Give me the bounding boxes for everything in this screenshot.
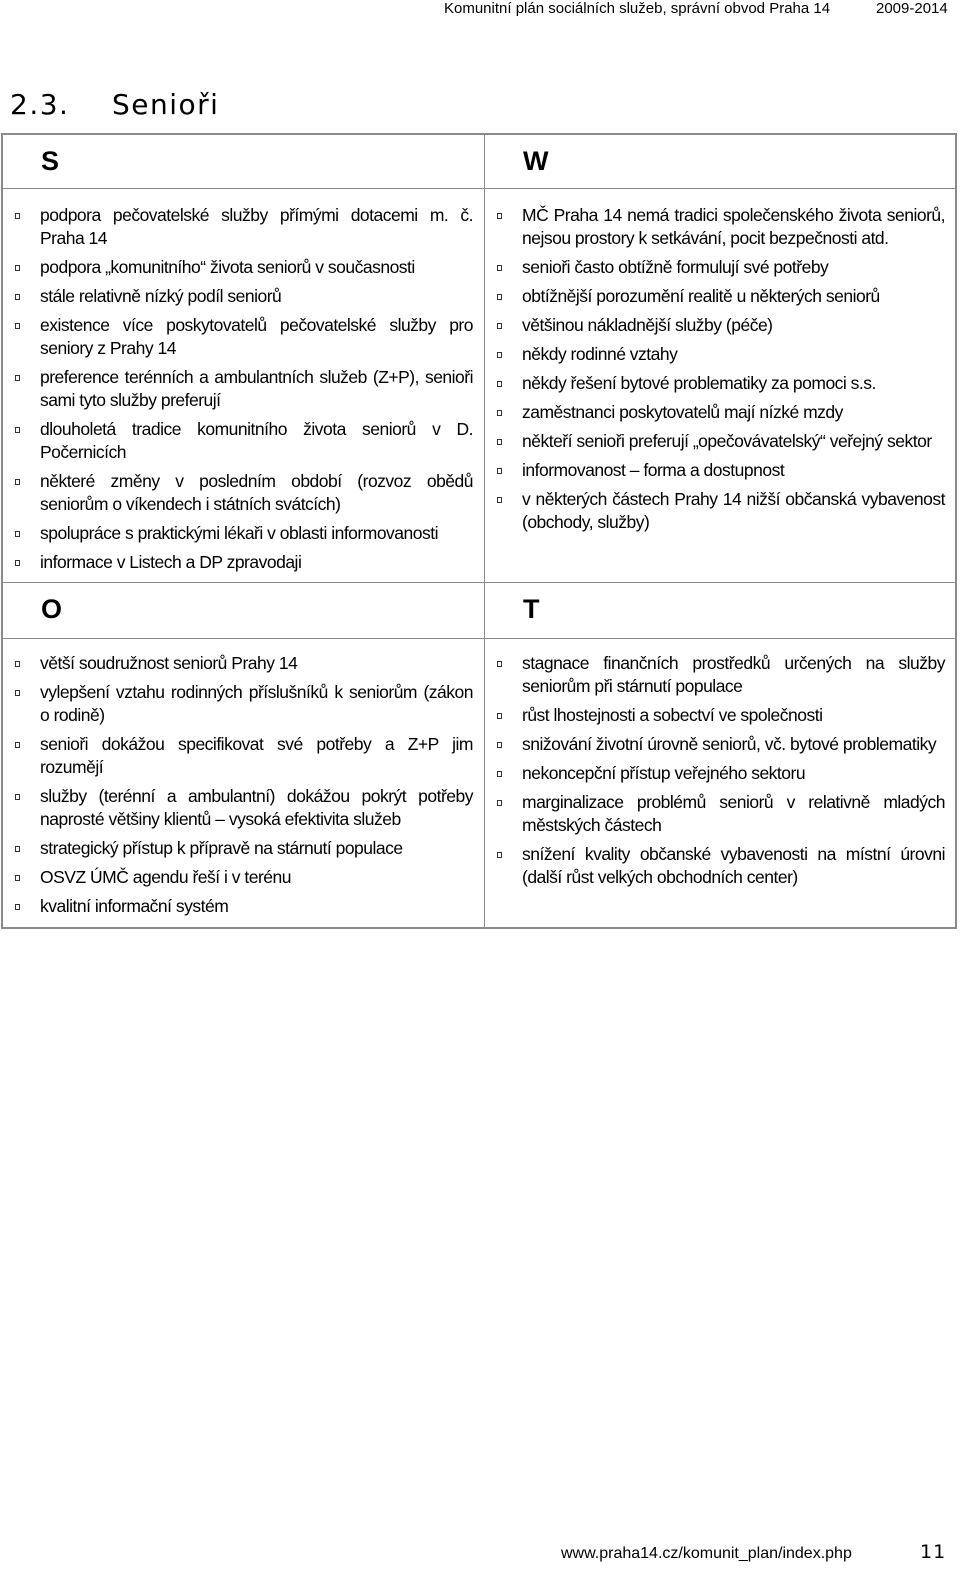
square-bullet-icon — [15, 690, 20, 696]
weakness-item-text: v některých částech Prahy 14 nižší občanská vybavenost (obchody, služby) — [522, 489, 945, 532]
opportunity-item-text: větší soudružnost seniorů Prahy 14 — [40, 653, 298, 673]
square-bullet-icon — [15, 323, 20, 329]
weakness-item-text: informovanost – forma a dostupnost — [522, 460, 785, 480]
threat-item-text: růst lhostejnosti a sobectví ve společnosti — [522, 705, 823, 725]
opportunity-item — [3, 681, 473, 727]
threat-item — [485, 733, 945, 756]
threat-item — [485, 843, 945, 889]
section-title: Senioři — [112, 88, 220, 121]
weakness-item-text: obtížnější porozumění realitě u některých seniorů — [522, 286, 880, 306]
strength-item-text: informace v Listech a DP zpravodaji — [40, 552, 302, 572]
weakness-item — [485, 314, 945, 337]
threat-item-text: nekoncepční přístup veřejného sektoru — [522, 763, 806, 783]
square-bullet-icon — [497, 468, 502, 474]
strengths-list — [3, 189, 484, 574]
strength-item — [3, 366, 473, 412]
opportunity-item-text: vylepšení vztahu rodinných příslušníků k seniorům (zákon o rodině) — [40, 682, 473, 725]
opportunity-item — [3, 733, 473, 779]
opportunity-item — [3, 837, 473, 860]
square-bullet-icon — [497, 352, 502, 358]
threat-item-text: stagnace finančních prostředků určených na služby seniorům při stárnutí populace — [522, 653, 945, 696]
square-bullet-icon — [15, 265, 20, 271]
square-bullet-icon — [497, 771, 502, 777]
square-bullet-icon — [497, 497, 502, 503]
strength-item-text: některé změny v posledním období (rozvoz obědů seniorům o víkendech i státních svátcích) — [40, 471, 473, 514]
square-bullet-icon — [497, 742, 502, 748]
square-bullet-icon — [15, 531, 20, 537]
opportunities-header — [2, 582, 485, 639]
square-bullet-icon — [497, 852, 502, 858]
threats-header — [484, 582, 956, 639]
weakness-item — [485, 285, 945, 308]
weaknesses-header — [484, 134, 956, 189]
page-number: 11 — [920, 1541, 947, 1563]
square-bullet-icon — [15, 904, 20, 910]
square-bullet-icon — [15, 875, 20, 881]
strength-item-text: stále relativně nízký podíl seniorů — [40, 286, 282, 306]
weakness-item — [485, 459, 945, 482]
plan-title: Komunitní plán sociálních služeb, správní obvod Praha 14 — [444, 0, 831, 17]
strength-item — [3, 551, 473, 574]
square-bullet-icon — [497, 294, 502, 300]
weakness-item-text: MČ Praha 14 nemá tradici společenského života seniorů, nejsou prostory k setkávání, pocit bezpečnosti atd. — [522, 205, 945, 248]
plan-years: 2009-2014 — [876, 0, 948, 17]
weakness-item-text: někdy řešení bytové problematiky za pomoci s.s. — [522, 373, 876, 393]
opportunity-item-text: strategický přístup k přípravě na stárnutí populace — [40, 838, 403, 858]
weaknesses-list — [485, 189, 955, 534]
weakness-item — [485, 488, 945, 534]
strength-item — [3, 418, 473, 464]
square-bullet-icon — [497, 661, 502, 667]
square-bullet-icon — [497, 800, 502, 806]
square-bullet-icon — [497, 265, 502, 271]
strength-item — [3, 314, 473, 360]
square-bullet-icon — [15, 742, 20, 748]
weakness-item-text: někteří senioři preferují „opečovávatelský“ veřejný sektor — [522, 431, 932, 451]
strengths-cell — [2, 188, 485, 583]
square-bullet-icon — [15, 427, 20, 433]
opportunity-item — [3, 895, 473, 918]
weakness-item-text: zaměstnanci poskytovatelů mají nízké mzdy — [522, 402, 843, 422]
square-bullet-icon — [497, 381, 502, 387]
square-bullet-icon — [15, 846, 20, 852]
threats-label: T — [523, 594, 540, 624]
square-bullet-icon — [497, 439, 502, 445]
strength-item — [3, 285, 473, 308]
opportunity-item — [3, 785, 473, 831]
square-bullet-icon — [15, 375, 20, 381]
opportunities-list — [3, 639, 484, 918]
square-bullet-icon — [15, 794, 20, 800]
weakness-item-text: většinou nákladnější služby (péče) — [522, 315, 773, 335]
swot-table — [1, 133, 957, 929]
threats-cell — [484, 638, 956, 928]
opportunity-item — [3, 866, 473, 889]
weakness-item-text: někdy rodinné vztahy — [522, 344, 678, 364]
weakness-item — [485, 343, 945, 366]
weakness-item — [485, 256, 945, 279]
strength-item — [3, 256, 473, 279]
square-bullet-icon — [497, 213, 502, 219]
strengths-header — [2, 134, 485, 189]
footer-url: www.praha14.cz/komunit_plan/index.php — [561, 1545, 852, 1562]
weaknesses-cell — [484, 188, 956, 583]
strength-item-text: preference terénních a ambulantních služeb (Z+P), senioři sami tyto služby preferují — [40, 367, 473, 410]
opportunities-cell — [2, 638, 485, 928]
square-bullet-icon — [15, 560, 20, 566]
threats-list — [485, 639, 955, 889]
strength-item — [3, 204, 473, 250]
weakness-item-text: senioři často obtížně formulují své potřeby — [522, 257, 829, 277]
threat-item — [485, 762, 945, 785]
strength-item — [3, 522, 473, 545]
opportunity-item-text: OSVZ ÚMČ agendu řeší i v terénu — [40, 867, 291, 887]
threat-item-text: snížení kvality občanské vybavenosti na místní úrovni (další růst velkých obchodních center) — [522, 844, 945, 887]
weakness-item — [485, 401, 945, 424]
opportunity-item-text: služby (terénní a ambulantní) dokážou pokrýt potřeby naprosté většiny klientů – vysoká efektivita služeb — [40, 786, 473, 829]
threat-item — [485, 652, 945, 698]
opportunity-item-text: senioři dokážou specifikovat své potřeby a Z+P jim rozumějí — [40, 734, 473, 777]
section-number: 2.3. — [10, 88, 70, 121]
section-heading — [10, 88, 219, 121]
opportunity-item-text: kvalitní informační systém — [40, 896, 229, 916]
strength-item-text: spolupráce s praktickými lékaři v oblasti informovanosti — [40, 523, 438, 543]
square-bullet-icon — [497, 410, 502, 416]
square-bullet-icon — [15, 661, 20, 667]
strength-item-text: existence více poskytovatelů pečovatelské služby pro seniory z Prahy 14 — [40, 315, 473, 358]
weakness-item — [485, 430, 945, 453]
square-bullet-icon — [15, 294, 20, 300]
weaknesses-label: W — [523, 146, 549, 176]
square-bullet-icon — [497, 323, 502, 329]
threat-item-text: snižování životní úrovně seniorů, vč. bytové problematiky — [522, 734, 937, 754]
strength-item-text: dlouholetá tradice komunitního života seniorů v D. Počernicích — [40, 419, 473, 462]
threat-item — [485, 704, 945, 727]
threat-item — [485, 791, 945, 837]
weakness-item — [485, 204, 945, 250]
strength-item — [3, 470, 473, 516]
square-bullet-icon — [15, 479, 20, 485]
strengths-label: S — [41, 146, 60, 176]
threat-item-text: marginalizace problémů seniorů v relativně mladých městských částech — [522, 792, 945, 835]
weakness-item — [485, 372, 945, 395]
opportunity-item — [3, 652, 473, 675]
square-bullet-icon — [15, 213, 20, 219]
strength-item-text: podpora pečovatelské služby přímými dotacemi m. č. Praha 14 — [40, 205, 473, 248]
running-header — [0, 0, 960, 22]
square-bullet-icon — [497, 713, 502, 719]
opportunities-label: O — [41, 594, 63, 624]
strength-item-text: podpora „komunitního“ života seniorů v současnosti — [40, 257, 415, 277]
